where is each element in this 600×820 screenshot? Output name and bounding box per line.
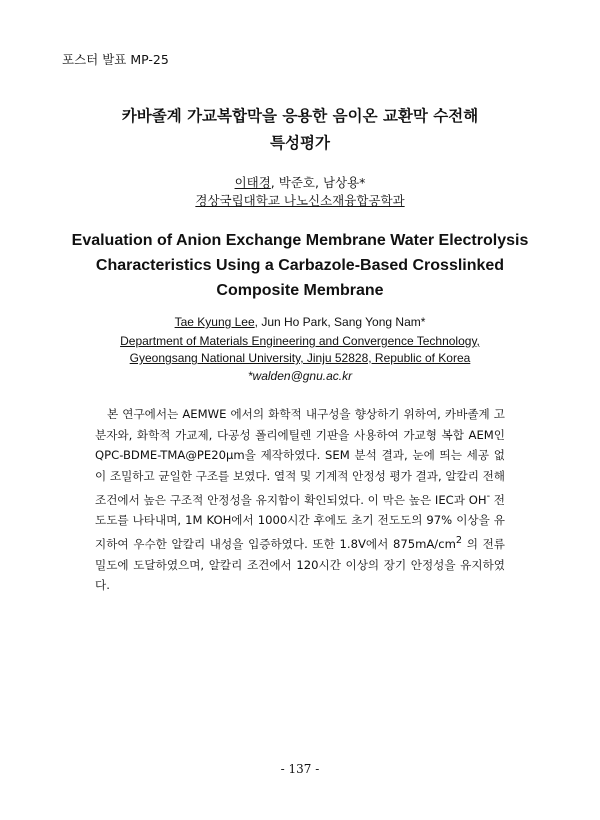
abstract-text-part-3: 의 전류밀도에 도달하였으며, 알칼리 조건에서 120시간 이상의 장기 안정성을 유지하였다. <box>95 536 505 593</box>
english-title-line-1: Evaluation of Anion Exchange Membrane Water Electrolysis <box>71 232 529 249</box>
english-title-line-2: Characteristics Using a Carbazole-Based Crosslinked <box>95 257 505 274</box>
poster-tag: 포스터 발표 MP-25 <box>62 52 169 67</box>
english-author-separator: , <box>327 315 335 329</box>
page-number: - 137 - <box>280 762 320 776</box>
korean-author-2: 박준호 <box>278 175 315 190</box>
corresponding-email: *walden@gnu.ac.kr <box>247 369 353 383</box>
korean-author-3: 남상용* <box>322 175 366 190</box>
english-author-2: Jun Ho Park <box>261 315 328 329</box>
korean-affiliation: 경상국립대학교 나노신소재융합공학과 <box>195 193 405 208</box>
english-title <box>60 228 540 303</box>
hydroxide-charge-superscript: - <box>486 490 491 502</box>
abstract-text-part-1: 본 연구에서는 AEMWE 에서의 화학적 내구성을 향상하기 위하여, 카바졸계 고분자와, 화학적 가교제, 다공성 폴리에틸렌 기판을 사용하여 가교형 복합 AEM인 QPC-BDME-TMA@PE20μm을 제작하였다. SEM 분석 결과, 눈에 띄는 세공 없이 조밀하고 균일한 구조를 보였다. 열적 및 기계적 안정성 평가 결과, 알칼리 전해 조건에서 높은 구조적 안정성을 유지함이 확인되었다. 이 막은 높은 IEC과 OH <box>95 407 505 507</box>
english-author-separator: , <box>254 315 262 329</box>
english-authors <box>0 315 600 329</box>
korean-title <box>60 103 540 157</box>
korean-authors <box>0 173 600 191</box>
area-exponent-superscript: 2 <box>455 535 463 547</box>
korean-title-line-1: 카바졸계 가교복합막을 응용한 음이온 교환막 수전해 <box>121 107 479 125</box>
english-affiliation <box>0 333 600 367</box>
english-affiliation-line-2: Gyeongsang National University, Jinju 52828, Republic of Korea <box>129 351 471 365</box>
korean-author-separator: , <box>314 175 323 190</box>
english-author-1: Tae Kyung Lee <box>174 315 255 329</box>
korean-title-line-2: 특성평가 <box>270 134 330 152</box>
abstract-body <box>95 404 505 596</box>
english-title-line-3: Composite Membrane <box>216 282 384 299</box>
korean-author-1: 이태경 <box>234 175 271 190</box>
english-author-3: Sang Yong Nam* <box>334 315 426 329</box>
korean-author-separator: , <box>270 175 279 190</box>
abstract-text-part-2: 전도도를 나타내며, 1M KOH에서 1000시간 후에도 초기 전도도의 97% 이상을 유지하여 우수한 알칼리 내성을 입증하였다. 또한 1.8V에서 875mA/cm <box>95 492 506 551</box>
english-affiliation-line-1: Department of Materials Engineering and Convergence Technology, <box>120 334 480 348</box>
